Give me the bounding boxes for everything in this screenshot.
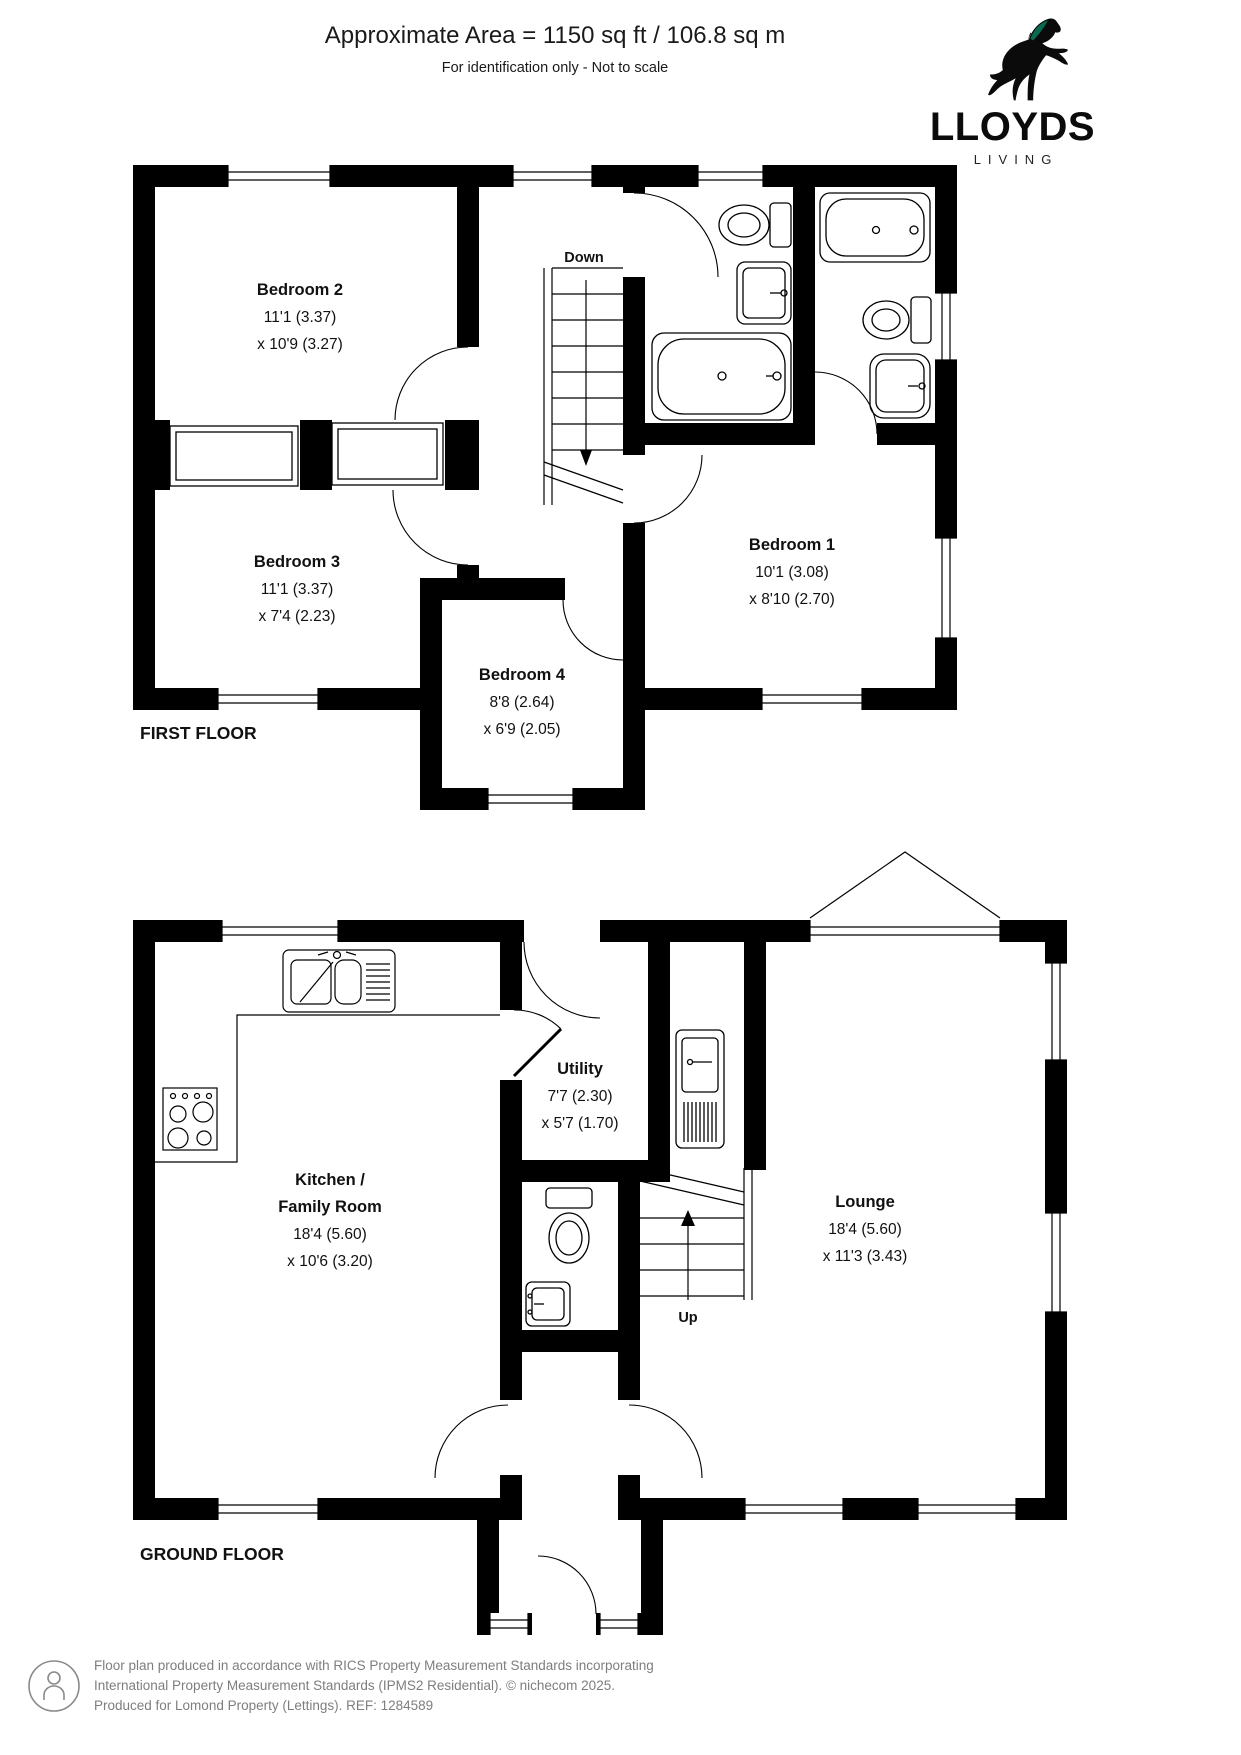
first-floor-title: FIRST FLOOR [140, 723, 257, 743]
door-leaf [514, 1029, 561, 1076]
room-label-bedroom4-dim1: 8'8 (2.64) [489, 694, 555, 711]
back-door-arc [524, 942, 600, 1018]
window [762, 688, 862, 710]
room-label-lounge-dim1: 18'4 (5.60) [828, 1221, 902, 1238]
window [228, 165, 330, 187]
kitchen-sink-icon [283, 950, 395, 1012]
room-label-bedroom2-name: Bedroom 2 [256, 281, 344, 299]
sink-icon [870, 354, 930, 418]
logo-sub-text: LIVING [973, 152, 1059, 167]
window [600, 1613, 638, 1635]
person-icon [26, 1656, 82, 1721]
ground-floor-wc [526, 1188, 592, 1326]
room-label-bedroom1-dim1: 10'1 (3.08) [755, 564, 829, 581]
sink-icon [526, 1282, 570, 1326]
footer-line-3: Produced for Lomond Property (Lettings). REF: 1284589 [94, 1698, 434, 1713]
window [1045, 1213, 1067, 1312]
bathtub-icon [820, 193, 930, 262]
footer [26, 1656, 654, 1721]
room-label-kitchen-name2: Family Room [278, 1198, 382, 1216]
logo-brand-text: LLOYDS [929, 105, 1096, 149]
ground-floor-walls [133, 920, 1067, 1635]
bathtub-icon [652, 333, 791, 420]
window [488, 788, 573, 810]
hob-icon [163, 1088, 217, 1150]
room-label-bedroom3-dim1: 11'1 (3.37) [260, 581, 334, 598]
door-arc [395, 347, 468, 420]
ground-floor-labels [140, 1060, 907, 1564]
washing-machine-icon [676, 1030, 724, 1148]
sink-icon [737, 262, 791, 324]
room-label-bedroom1-dim2: x 8'10 (2.70) [749, 591, 835, 608]
room-label-bedroom4-name: Bedroom 4 [478, 666, 566, 684]
room-label-lounge-dim2: x 11'3 (3.43) [822, 1248, 908, 1265]
page-subtitle: For identification only - Not to scale [441, 60, 669, 76]
footer-line-1: Floor plan produced in accordance with RICS Property Measurement Standards incorporating [94, 1658, 654, 1673]
ensuite-bathroom [820, 193, 931, 418]
window [222, 920, 338, 942]
window [935, 293, 957, 360]
window [218, 688, 318, 710]
door-arc [634, 193, 718, 277]
window [745, 1498, 843, 1520]
room-label-kitchen-name1: Kitchen / [295, 1171, 365, 1189]
door-arc [514, 1010, 561, 1029]
down-arrow-icon [580, 450, 592, 466]
ground-floor-plan [133, 852, 1067, 1635]
room-label-kitchen-dim1: 18'4 (5.60) [293, 1226, 367, 1243]
stairs-first-floor [544, 268, 623, 505]
family-bathroom [652, 203, 791, 420]
room-label-bedroom2-dim1: 11'1 (3.37) [263, 309, 337, 326]
stairs-up-label: Up [678, 1310, 698, 1326]
window [698, 165, 763, 187]
toilet-icon [719, 203, 791, 247]
room-label-lounge-name: Lounge [835, 1193, 895, 1211]
ground-floor-title: GROUND FLOOR [140, 1544, 284, 1564]
door-arc [634, 455, 702, 523]
window [918, 1498, 1016, 1520]
room-label-bedroom3-name: Bedroom 3 [253, 553, 341, 571]
window [490, 1613, 528, 1635]
footer-line-2: International Property Measurement Standards (IPMS2 Residential). © nichecom 2025. [94, 1678, 615, 1693]
page-title: Approximate Area = 1150 sq ft / 106.8 sq m [324, 22, 786, 49]
stairs-ground-floor [640, 1168, 752, 1300]
toilet-icon [546, 1188, 592, 1263]
window [935, 538, 957, 638]
footer-text [94, 1656, 654, 1716]
room-label-kitchen-dim2: x 10'6 (3.20) [287, 1253, 373, 1270]
window [1045, 963, 1067, 1060]
door-arc [393, 490, 468, 565]
first-floor-plan [133, 165, 957, 810]
room-label-bedroom3-dim2: x 7'4 (2.23) [258, 608, 336, 625]
room-label-bedroom4-dim2: x 6'9 (2.05) [483, 721, 561, 738]
first-floor-labels [140, 250, 835, 743]
door-arc [815, 372, 877, 434]
door-arc [629, 1405, 702, 1478]
front-door-arc [538, 1556, 596, 1614]
window [513, 165, 592, 187]
window [218, 1498, 318, 1520]
toilet-icon [863, 297, 931, 343]
door-arc [435, 1405, 508, 1478]
room-label-bedroom1-name: Bedroom 1 [748, 536, 836, 554]
room-label-bedroom2-dim2: x 10'9 (3.27) [257, 336, 343, 353]
kitchen-fittings [155, 950, 500, 1162]
room-label-utility-dim2: x 5'7 (1.70) [541, 1115, 619, 1132]
room-label-utility-name: Utility [557, 1060, 603, 1078]
stairs-down-label: Down [564, 250, 604, 266]
room-label-utility-dim1: 7'7 (2.30) [547, 1088, 613, 1105]
door-arc [563, 600, 623, 660]
